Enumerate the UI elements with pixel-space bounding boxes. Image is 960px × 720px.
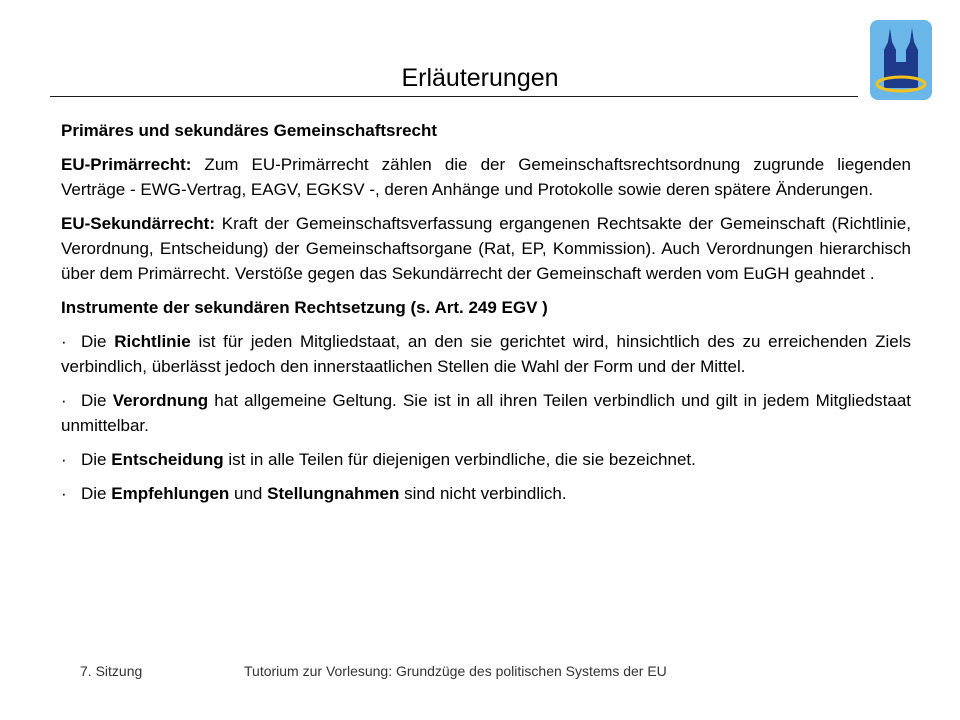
- text-primary-law: Zum EU-Primärrecht zählen die der Gemeinschaftsrechtsordnung zugrunde liegenden Verträge - EWG-Vertrag, EAGV, EGKSV -, deren Anhänge und Protokolle sowie deren spätere Änderungen.: [61, 155, 911, 199]
- footer-course-title: Tutorium zur Vorlesung: Grundzüge des politischen Systems der EU: [244, 663, 667, 679]
- term-stellungnahmen: Stellungnahmen: [267, 484, 400, 503]
- bullet-icon: ·: [61, 332, 67, 351]
- term-richtlinie: Richtlinie: [114, 332, 191, 351]
- term-entscheidung: Entscheidung: [111, 450, 224, 469]
- term-empfehlungen: Empfehlungen: [111, 484, 230, 503]
- slide-title: Erläuterungen: [401, 64, 559, 92]
- list-item-text: Die: [81, 450, 112, 469]
- list-item-text: Die: [81, 484, 112, 503]
- list-item-text: ist für jeden Mitgliedstaat, an den sie gerichtet wird, hinsichtlich des zu erreichenden Ziels verbindlich, überlässt jedoch den innerstaatlichen Stellen die Wahl der Form und der Mittel.: [61, 332, 911, 376]
- list-item-text: sind nicht verbindlich.: [399, 484, 567, 503]
- title-divider: [50, 96, 858, 97]
- paragraph-primary-law: [61, 152, 911, 202]
- section-heading-primary-secondary: Primäres und sekundäres Gemeinschaftsrecht: [61, 121, 438, 140]
- list-item-richtlinie: [61, 329, 911, 379]
- content-body: [61, 118, 911, 515]
- list-item-entscheidung: [61, 447, 911, 472]
- section-heading-instruments: Instrumente der sekundären Rechtsetzung (s. Art. 249 EGV ): [61, 298, 548, 317]
- list-item-text: und: [229, 484, 268, 503]
- text-secondary-law: Kraft der Gemeinschaftsverfassung ergangenen Rechtsakte der Gemeinschaft (Richtlinie, Verordnung, Entscheidung) der Gemeinschaftsorgane (Rat, EP, Kommission). Auch Verordnungen hierarchisch über dem Primärrecht. Verstöße gegen das Sekundärrecht der Gemeinschaft werden vom EuGH geahndet .: [61, 214, 911, 283]
- term-primary-law: EU-Primärrecht:: [61, 155, 192, 174]
- list-item-text: Die: [81, 391, 113, 410]
- paragraph-secondary-law: [61, 211, 911, 286]
- list-item-text: Die: [81, 332, 115, 351]
- bullet-icon: ·: [61, 450, 67, 469]
- term-secondary-law: EU-Sekundärrecht:: [61, 214, 215, 233]
- list-item-text: hat allgemeine Geltung. Sie ist in all ihren Teilen verbindlich und gilt in jedem Mitgliedstaat unmittelbar.: [61, 391, 912, 435]
- bullet-icon: ·: [61, 484, 67, 503]
- bullet-icon: ·: [61, 391, 67, 410]
- list-item-verordnung: [61, 388, 911, 438]
- cathedral-logo-icon: [870, 20, 932, 100]
- footer-session: 7. Sitzung: [80, 663, 143, 679]
- list-item-empfehlungen: [61, 481, 911, 506]
- list-item-text: ist in alle Teilen für diejenigen verbindliche, die sie bezeichnet.: [223, 450, 696, 469]
- term-verordnung: Verordnung: [112, 391, 209, 410]
